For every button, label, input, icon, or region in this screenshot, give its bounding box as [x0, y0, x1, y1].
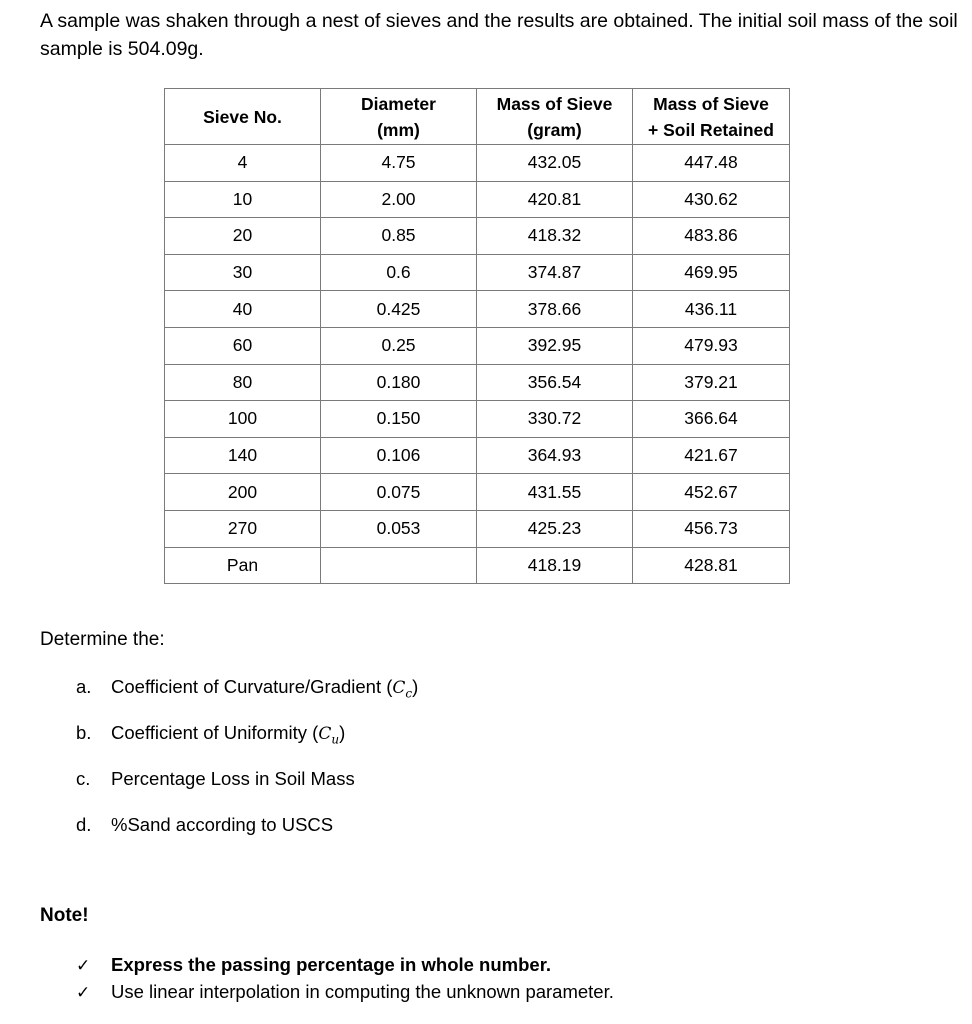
cell-sieve-no: 10 — [165, 181, 321, 218]
table-header-row — [165, 89, 790, 145]
cell-diameter: 0.425 — [321, 291, 477, 328]
cell-mass-retained: 469.95 — [633, 254, 790, 291]
task-suffix: ) — [412, 676, 419, 697]
task-marker: a. — [76, 676, 92, 697]
cell-mass-sieve: 432.05 — [477, 145, 633, 182]
cell-diameter: 2.00 — [321, 181, 477, 218]
task-text: %Sand according to USCS — [111, 814, 334, 835]
task-text: Percentage Loss in Soil Mass — [111, 768, 355, 789]
checkmark-icon: ✓ — [76, 983, 91, 1003]
cell-diameter: 0.6 — [321, 254, 477, 291]
checkmark-icon: ✓ — [76, 956, 91, 976]
task-text: Coefficient of Curvature/Gradient ( — [111, 676, 393, 697]
cell-mass-sieve: 330.72 — [477, 401, 633, 438]
cell-mass-retained: 452.67 — [633, 474, 790, 511]
task-text: Coefficient of Uniformity ( — [111, 722, 319, 743]
note-list — [76, 951, 614, 1005]
note-heading: Note! — [40, 905, 89, 926]
task-marker: d. — [76, 814, 92, 835]
cell-mass-retained: 379.21 — [633, 364, 790, 401]
table-row — [165, 401, 790, 438]
table-row — [165, 254, 790, 291]
cell-sieve-no: 60 — [165, 327, 321, 364]
cell-diameter: 0.150 — [321, 401, 477, 438]
cell-mass-retained: 436.11 — [633, 291, 790, 328]
header-mass-retained-line1: Mass of Sieve — [653, 93, 769, 114]
symbol-subscript: u — [331, 732, 340, 747]
problem-statement: A sample was shaken through a nest of sieves and the results are obtained. The initial soil mass of the soil sample is 504.09g. — [40, 10, 958, 60]
cell-mass-retained: 483.86 — [633, 218, 790, 255]
table-body — [165, 145, 790, 584]
cell-mass-retained: 428.81 — [633, 547, 790, 584]
cell-mass-sieve: 356.54 — [477, 364, 633, 401]
cell-sieve-no: 20 — [165, 218, 321, 255]
header-sieve-no — [165, 89, 321, 145]
task-item-b — [76, 718, 418, 764]
header-mass-sieve — [477, 89, 633, 145]
task-list — [76, 672, 418, 856]
note-text: Express the passing percentage in whole number. — [111, 954, 552, 975]
cell-sieve-no: 4 — [165, 145, 321, 182]
determine-heading: Determine the: — [40, 629, 165, 650]
cell-diameter: 0.85 — [321, 218, 477, 255]
cell-mass-retained: 479.93 — [633, 327, 790, 364]
table-row — [165, 181, 790, 218]
cell-diameter: 4.75 — [321, 145, 477, 182]
note-text: Use linear interpolation in computing the unknown parameter. — [111, 981, 614, 1002]
cell-sieve-no: Pan — [165, 547, 321, 584]
symbol-letter: C — [318, 724, 332, 744]
cell-sieve-no: 200 — [165, 474, 321, 511]
task-item-a — [76, 672, 418, 718]
cell-diameter: 0.106 — [321, 437, 477, 474]
note-item-2 — [76, 978, 614, 1005]
header-sieve-no-label: Sieve No. — [203, 106, 282, 127]
task-marker: b. — [76, 722, 92, 743]
cell-sieve-no: 100 — [165, 401, 321, 438]
table-row — [165, 547, 790, 584]
cell-mass-sieve: 431.55 — [477, 474, 633, 511]
cell-mass-sieve: 420.81 — [477, 181, 633, 218]
table-row — [165, 510, 790, 547]
task-suffix: ) — [339, 722, 346, 743]
cell-mass-retained: 456.73 — [633, 510, 790, 547]
note-item-1 — [76, 951, 614, 978]
cell-mass-sieve: 418.19 — [477, 547, 633, 584]
header-diameter-line1: Diameter — [361, 93, 436, 114]
header-mass-sieve-line1: Mass of Sieve — [496, 93, 613, 114]
cell-mass-sieve: 425.23 — [477, 510, 633, 547]
header-mass-retained-line2: + Soil Retained — [648, 119, 774, 140]
symbol-letter: C — [392, 678, 406, 698]
cell-mass-sieve: 364.93 — [477, 437, 633, 474]
cell-mass-sieve: 374.87 — [477, 254, 633, 291]
table-row — [165, 364, 790, 401]
task-item-c — [76, 764, 418, 810]
header-diameter-line2: (mm) — [377, 119, 420, 140]
symbol-subscript: c — [405, 686, 413, 701]
table-row — [165, 291, 790, 328]
symbol-cu — [318, 724, 340, 747]
header-mass-retained — [633, 89, 790, 145]
header-diameter — [321, 89, 477, 145]
cell-mass-sieve: 418.32 — [477, 218, 633, 255]
cell-sieve-no: 140 — [165, 437, 321, 474]
task-marker: c. — [76, 768, 91, 789]
cell-mass-retained: 421.67 — [633, 437, 790, 474]
cell-sieve-no: 30 — [165, 254, 321, 291]
cell-mass-sieve: 378.66 — [477, 291, 633, 328]
cell-mass-retained: 447.48 — [633, 145, 790, 182]
cell-sieve-no: 270 — [165, 510, 321, 547]
table-row — [165, 145, 790, 182]
cell-diameter: 0.075 — [321, 474, 477, 511]
cell-sieve-no: 40 — [165, 291, 321, 328]
header-mass-sieve-line2: (gram) — [527, 119, 582, 140]
table-row — [165, 327, 790, 364]
cell-diameter: 0.25 — [321, 327, 477, 364]
cell-diameter: 0.180 — [321, 364, 477, 401]
cell-mass-sieve: 392.95 — [477, 327, 633, 364]
table-row — [165, 474, 790, 511]
cell-sieve-no: 80 — [165, 364, 321, 401]
table-row — [165, 437, 790, 474]
cell-diameter — [321, 547, 477, 584]
symbol-cc — [392, 678, 413, 701]
cell-mass-retained: 430.62 — [633, 181, 790, 218]
cell-mass-retained: 366.64 — [633, 401, 790, 438]
table-row — [165, 218, 790, 255]
sieve-analysis-table — [164, 88, 790, 584]
task-item-d — [76, 810, 418, 856]
cell-diameter: 0.053 — [321, 510, 477, 547]
